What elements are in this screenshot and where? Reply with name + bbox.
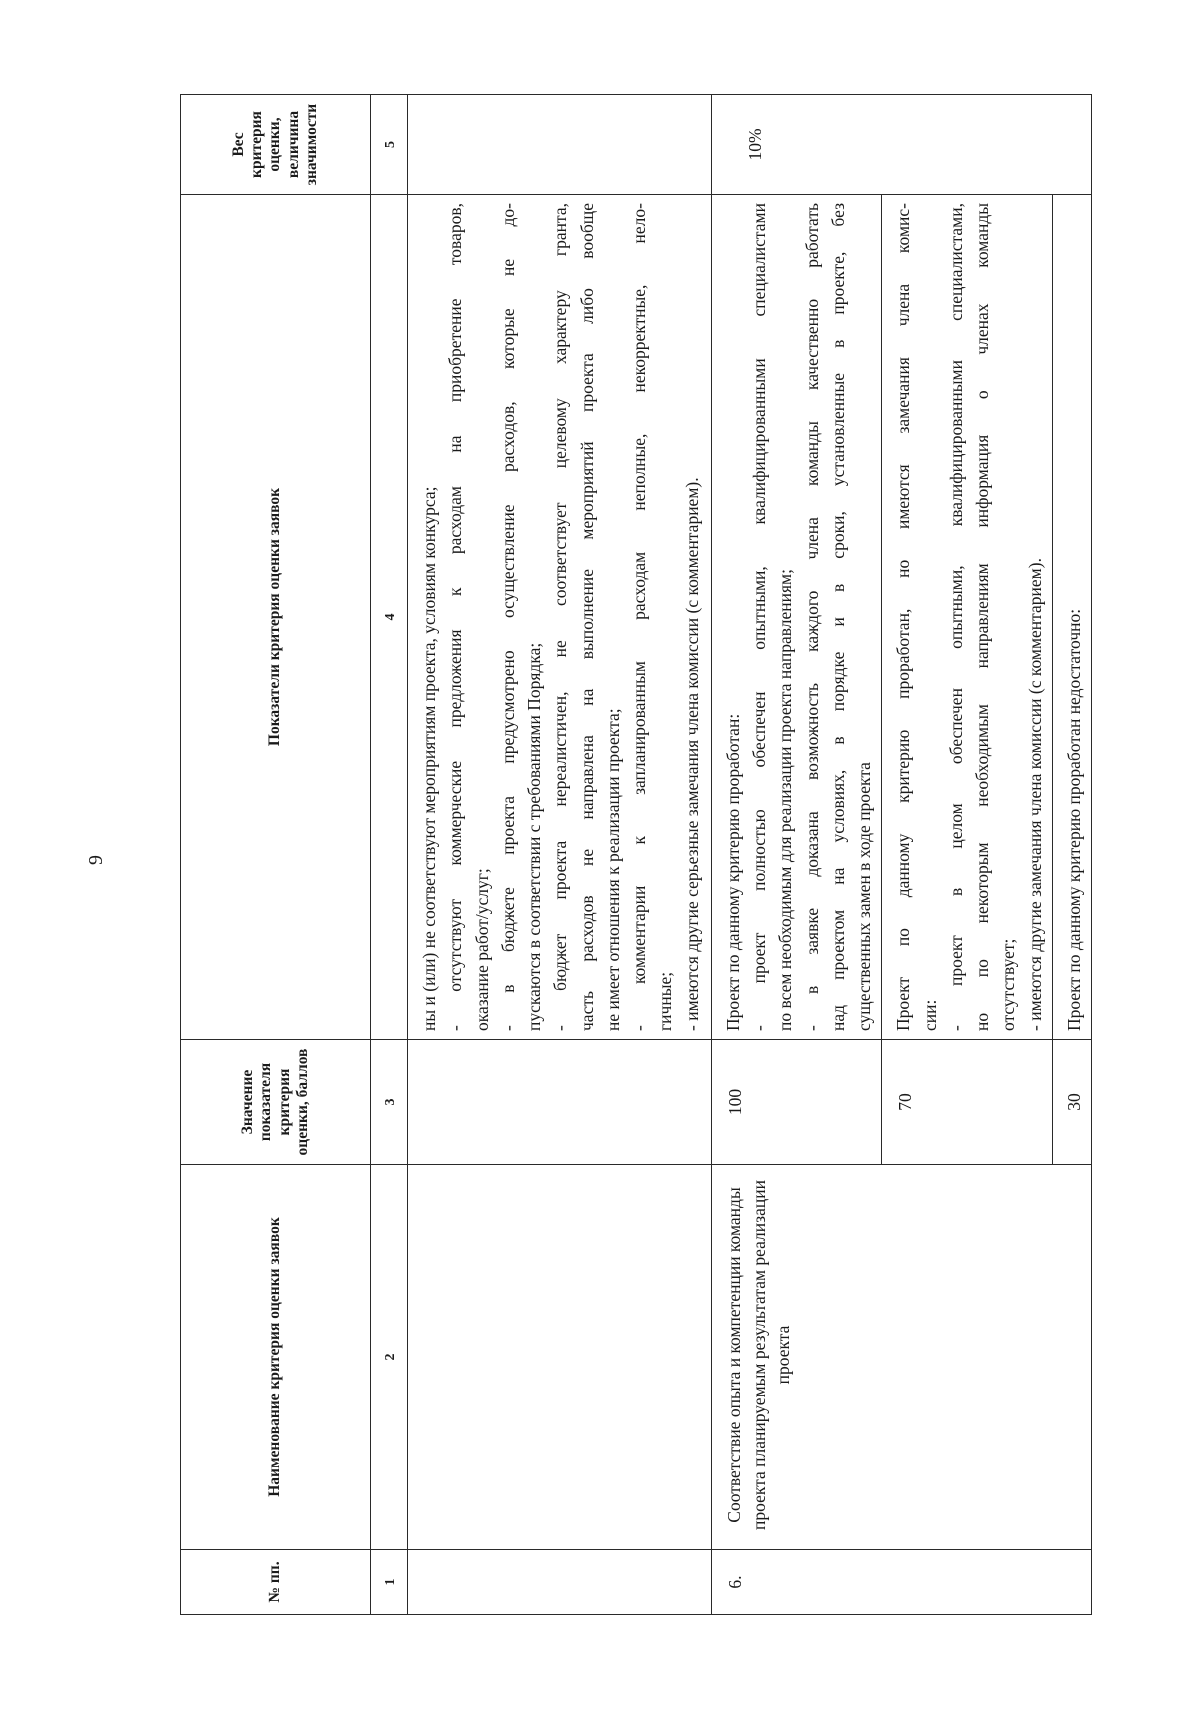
indicator-line: - бюджет проекта нереалистичен, не соответствует целевому характеру гранта, <box>550 203 571 1031</box>
criterion-row-6 <box>711 95 882 1615</box>
indicator-line: - отсутствуют коммерческие предложения к расходам на приобретение товаров, <box>445 203 466 1031</box>
indicator-line: но по некоторым необходимым направлениям информация о членах команды <box>972 203 992 1031</box>
criterion-name-cell <box>711 1165 1091 1550</box>
indicator-line: ны и (или) не соответствуют мероприятиям проекта, условиям конкурса; <box>419 486 439 1031</box>
indicator-line: - проект полностью обеспечен опытными, квалифицированными специалистами <box>749 203 769 1031</box>
continued-number-cell <box>408 1550 712 1615</box>
column-number: 1 <box>371 1550 408 1615</box>
column-number-row <box>371 95 408 1615</box>
indicator-line: оказание работ/услуг; <box>471 868 492 1031</box>
indicator-line: Проект по данному критерию проработан, но имеются замечания члена комис- <box>893 203 914 1031</box>
header-indicators: Показатели критерия оценки заявок <box>181 195 371 1040</box>
continued-name-cell <box>408 1165 712 1550</box>
level-description-cell <box>711 195 882 1040</box>
header-criterion-name: Наименование критерия оценки заявок <box>181 1165 371 1550</box>
column-number: 4 <box>371 195 408 1040</box>
header-score-value: Значение показателя критерия оценки, баллов <box>181 1040 371 1165</box>
indicator-line: пускаются в соответствии с требованиями Порядка; <box>524 642 544 1031</box>
criterion-weight: 10% <box>711 95 1091 195</box>
indicator-line: - в заявке доказана возможность каждого члена команды качественно работать <box>801 203 822 1031</box>
continued-indicators-cell <box>408 195 712 1040</box>
score-cell: 30 <box>1052 1040 1091 1165</box>
column-number: 3 <box>371 1040 408 1165</box>
indicator-line: сии: <box>919 999 940 1031</box>
column-number: 5 <box>371 95 408 195</box>
indicator-line: - имеются другие серьезные замечания члена комиссии (с комментарием). <box>681 477 702 1031</box>
level-description-cell <box>1052 195 1091 1040</box>
page-number: 9 <box>85 855 107 865</box>
indicator-line: отсутствует; <box>998 938 1019 1031</box>
indicator-line: гичные; <box>655 971 676 1031</box>
header-number: № пп. <box>181 1550 371 1615</box>
indicator-line: - комментарии к запланированным расходам неполные, некорректные, нело- <box>629 203 649 1031</box>
score-cell: 70 <box>882 1040 1053 1165</box>
indicator-line: - в бюджете проекта предусмотрено осуществление расходов, которые не до- <box>497 203 518 1031</box>
criterion-name: Соответствие опыта и компетенции команды проекта планируемым результатам реализации проекта <box>723 1180 794 1530</box>
header-row <box>181 95 371 1615</box>
indicator-line: по всем необходимым для реализации проекта направлениям; <box>775 569 796 1031</box>
header-weight: Вес критерия оценки, величина значимости <box>181 95 371 195</box>
criteria-table <box>180 94 1092 1615</box>
continued-row <box>408 95 712 1615</box>
criterion-number: 6. <box>711 1550 1091 1615</box>
continued-weight-cell <box>408 95 712 195</box>
level-description-cell <box>882 195 1053 1040</box>
indicator-line: - имеются другие замечания члена комиссии (с комментарием). <box>1024 558 1045 1031</box>
indicator-line: часть расходов не направлена на выполнение мероприятий проекта либо вообще <box>576 203 597 1031</box>
indicator-line: Проект по данному критерию проработан недостаточно: <box>1063 608 1084 1031</box>
indicator-line: над проектом на условиях, в порядке и в сроки, установленные в проекте, без <box>827 203 848 1031</box>
column-number: 2 <box>371 1165 408 1550</box>
indicator-line: существенных замен в ходе проекта <box>854 762 874 1031</box>
score-cell: 100 <box>711 1040 882 1165</box>
continued-score-cell <box>408 1040 712 1165</box>
indicator-line: - проект в целом обеспечен опытными, квалифицированными специалистами, <box>945 203 966 1031</box>
indicator-line: Проект по данному критерию проработан: <box>722 713 743 1031</box>
indicator-line: не имеет отношения к реализации проекта; <box>602 708 623 1031</box>
